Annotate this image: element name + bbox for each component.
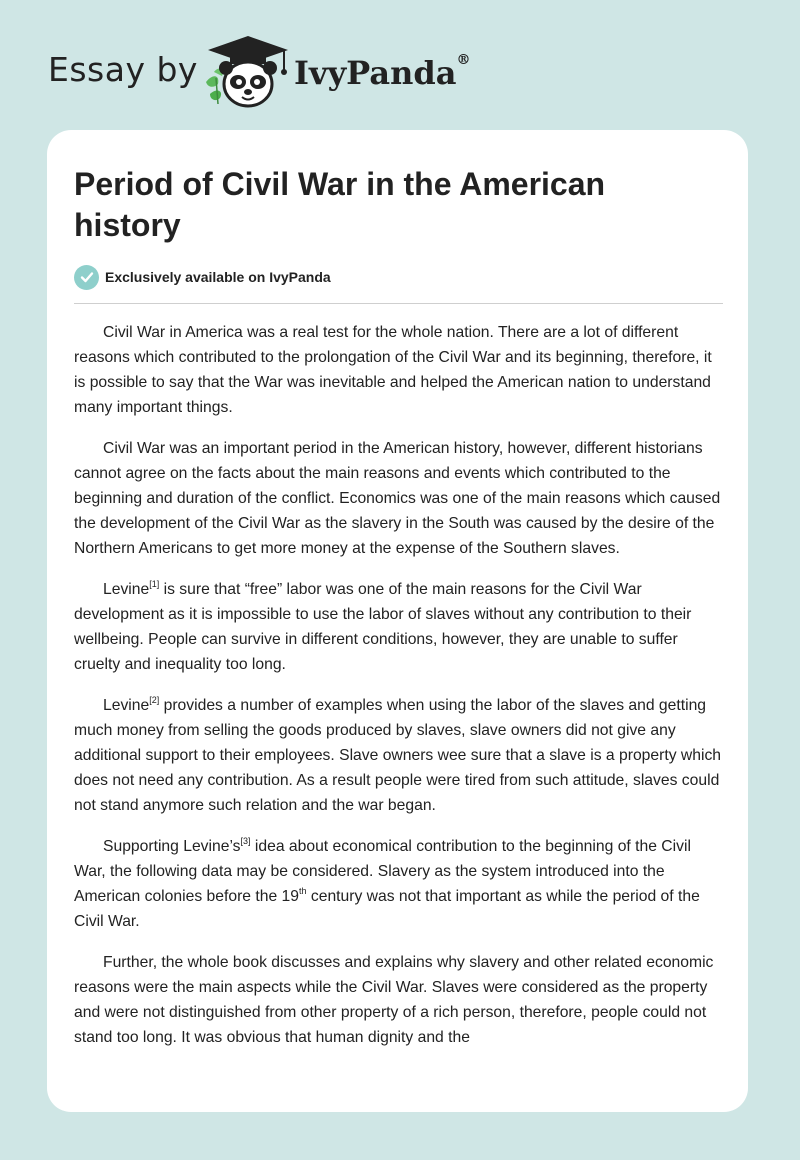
registered-mark: ® xyxy=(456,52,471,68)
panda-graduate-icon xyxy=(202,34,294,110)
essay-paragraph xyxy=(74,436,724,561)
paragraph-text: Further, the whole book discusses and explains why slavery and other related economic reasons were the main aspects while the Civil War. Slaves were considered as the property and were not distinguished from other property of a rich person, therefore, people could not stand too long. It was obvious that human dignity and the xyxy=(74,954,714,1046)
exclusive-badge-label: Exclusively available on IvyPanda xyxy=(105,269,331,285)
exclusive-badge xyxy=(74,264,331,290)
essay-paragraph xyxy=(74,950,724,1050)
essay-paragraph xyxy=(74,577,724,677)
essay-card xyxy=(47,130,748,1112)
brand-text: IvyPanda xyxy=(294,54,457,92)
essay-body xyxy=(74,320,724,1066)
essay-paragraph xyxy=(74,834,724,934)
paragraph-text: Civil War was an important period in the American history, however, different historians cannot agree on the facts about the main reasons and events which contributed to the beginning and duration of the conflict. Economics was one of the main reasons which caused the development of the Civil War as the slavery in the South was caused by the desire of the Northern Americans to get more money at the expense of the Southern slaves. xyxy=(74,440,721,557)
paragraph-text: century was not that important as while the period of the Civil War. xyxy=(74,888,700,930)
footnote-reference[interactable]: [2] xyxy=(149,694,160,705)
footnote-reference[interactable]: [3] xyxy=(240,835,251,846)
essay-paragraph xyxy=(74,320,724,420)
paragraph-text: provides a number of examples when using the labor of the slaves and getting much money from selling the goods produced by slaves, slave owners did not give any additional support to their employees. Slave owners wee sure that a slave is a property which does not need any contribution. As a result people were tired from such attitude, slaves could not stand anymore such relation and the war began. xyxy=(74,697,722,814)
site-header xyxy=(0,0,800,130)
paragraph-text: is sure that “free” labor was one of the main reasons for the Civil War development as it is impossible to use the labor of slaves without any contribution to their wellbeing. People can survive in different conditions, however, they are unable to suffer cruelty and inequality too long. xyxy=(74,581,692,673)
essay-paragraph xyxy=(74,693,724,818)
brand-name[interactable] xyxy=(294,54,470,92)
ivypanda-logo[interactable] xyxy=(202,34,294,110)
checkmark-icon xyxy=(74,265,99,290)
paragraph-text: Levine xyxy=(103,697,150,714)
paragraph-text: Levine xyxy=(103,581,150,598)
footnote-reference: th xyxy=(299,885,307,896)
footnote-reference[interactable]: [1] xyxy=(149,578,160,589)
paragraph-text: Supporting Levine’s xyxy=(103,838,241,855)
paragraph-text: idea about economical contribution to the beginning of the Civil War, the following data may be considered. Slavery as the system introduced into the American colonies before the 19 xyxy=(74,838,691,905)
essay-title: Period of Civil War in the American history xyxy=(74,166,606,243)
divider xyxy=(74,303,723,304)
paragraph-text: Civil War in America was a real test for the whole nation. There are a lot of different reasons which contributed to the prolongation of the Civil War and its beginning, therefore, it is possible to say that the War was inevitable and helped the American nation to understand many important things. xyxy=(74,324,712,416)
essay-by-label: Essay by xyxy=(48,50,198,89)
